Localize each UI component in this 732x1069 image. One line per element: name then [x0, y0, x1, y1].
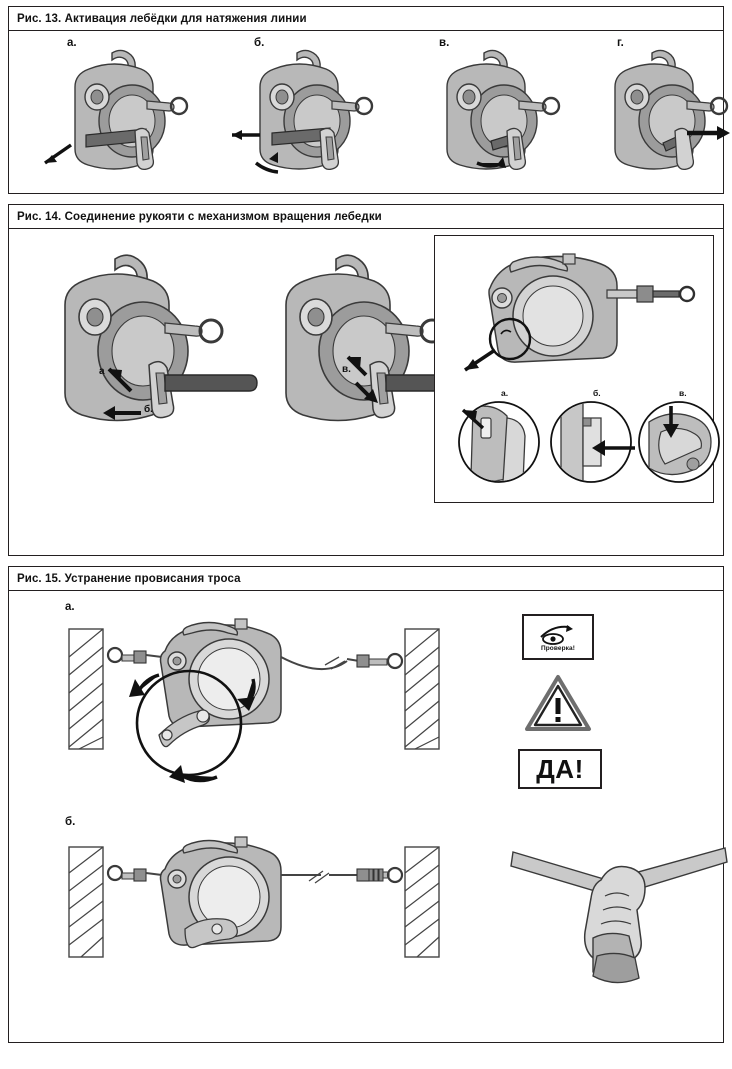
figure-panel-13 [8, 6, 724, 194]
fig15-hand-pull-illustration [509, 836, 729, 996]
fig14-detail-inset [434, 235, 714, 503]
figure-13-caption: Рис. 13. Активация лебёдки для натяжения линии [9, 7, 723, 31]
fig13-winch-a-illustration [29, 45, 194, 185]
fig15-scene-b-illustration [57, 831, 497, 1011]
figure-15-body [9, 591, 723, 1040]
fig14-detail-v-label: в. [679, 388, 687, 398]
fig13-winch-g-illustration [569, 45, 732, 185]
figure-15-caption: Рис. 15. Устранение провисания троса [9, 567, 723, 591]
fig14-detail-a-label: а. [501, 388, 509, 398]
warning-badge [525, 674, 591, 732]
fig14-detail-b-label: б. [593, 388, 601, 398]
fig14-step-v-label: в. [342, 364, 351, 375]
yes-badge-label: ДА! [536, 753, 584, 784]
fig13-step-v-label: в. [439, 37, 450, 49]
figure-14-body [9, 229, 723, 553]
fig13-winch-b-illustration [214, 45, 389, 185]
fig14-detail-a-illustration [451, 388, 547, 488]
fig15-step-b-label: б. [65, 816, 76, 828]
figure-panel-15 [8, 566, 724, 1043]
fig13-step-g-label: г. [617, 37, 624, 49]
fig14-step-a-label: а [99, 366, 105, 377]
fig15-scene-a-illustration [57, 613, 497, 813]
warning-triangle-icon [525, 674, 591, 732]
figure-panel-14 [8, 204, 724, 556]
fig14-winch-left-illustration [23, 247, 253, 497]
yes-badge [518, 749, 602, 789]
check-badge [522, 614, 594, 660]
fig14-inset-winch-illustration [455, 246, 705, 386]
fig14-detail-v-illustration [631, 388, 727, 488]
eye-icon [537, 623, 579, 645]
figure-13-body [9, 31, 723, 191]
fig13-winch-v-illustration [401, 45, 571, 185]
fig15-step-a-label: а. [65, 601, 75, 613]
fig13-step-b-label: б. [254, 37, 265, 49]
fig13-step-a-label: а. [67, 37, 77, 49]
fig14-detail-b-illustration [543, 388, 639, 488]
check-badge-label: Проверка! [540, 644, 576, 652]
fig14-step-b-label: б. [144, 404, 153, 415]
figure-14-caption: Рис. 14. Соединение рукояти с механизмом вращения лебедки [9, 205, 723, 229]
